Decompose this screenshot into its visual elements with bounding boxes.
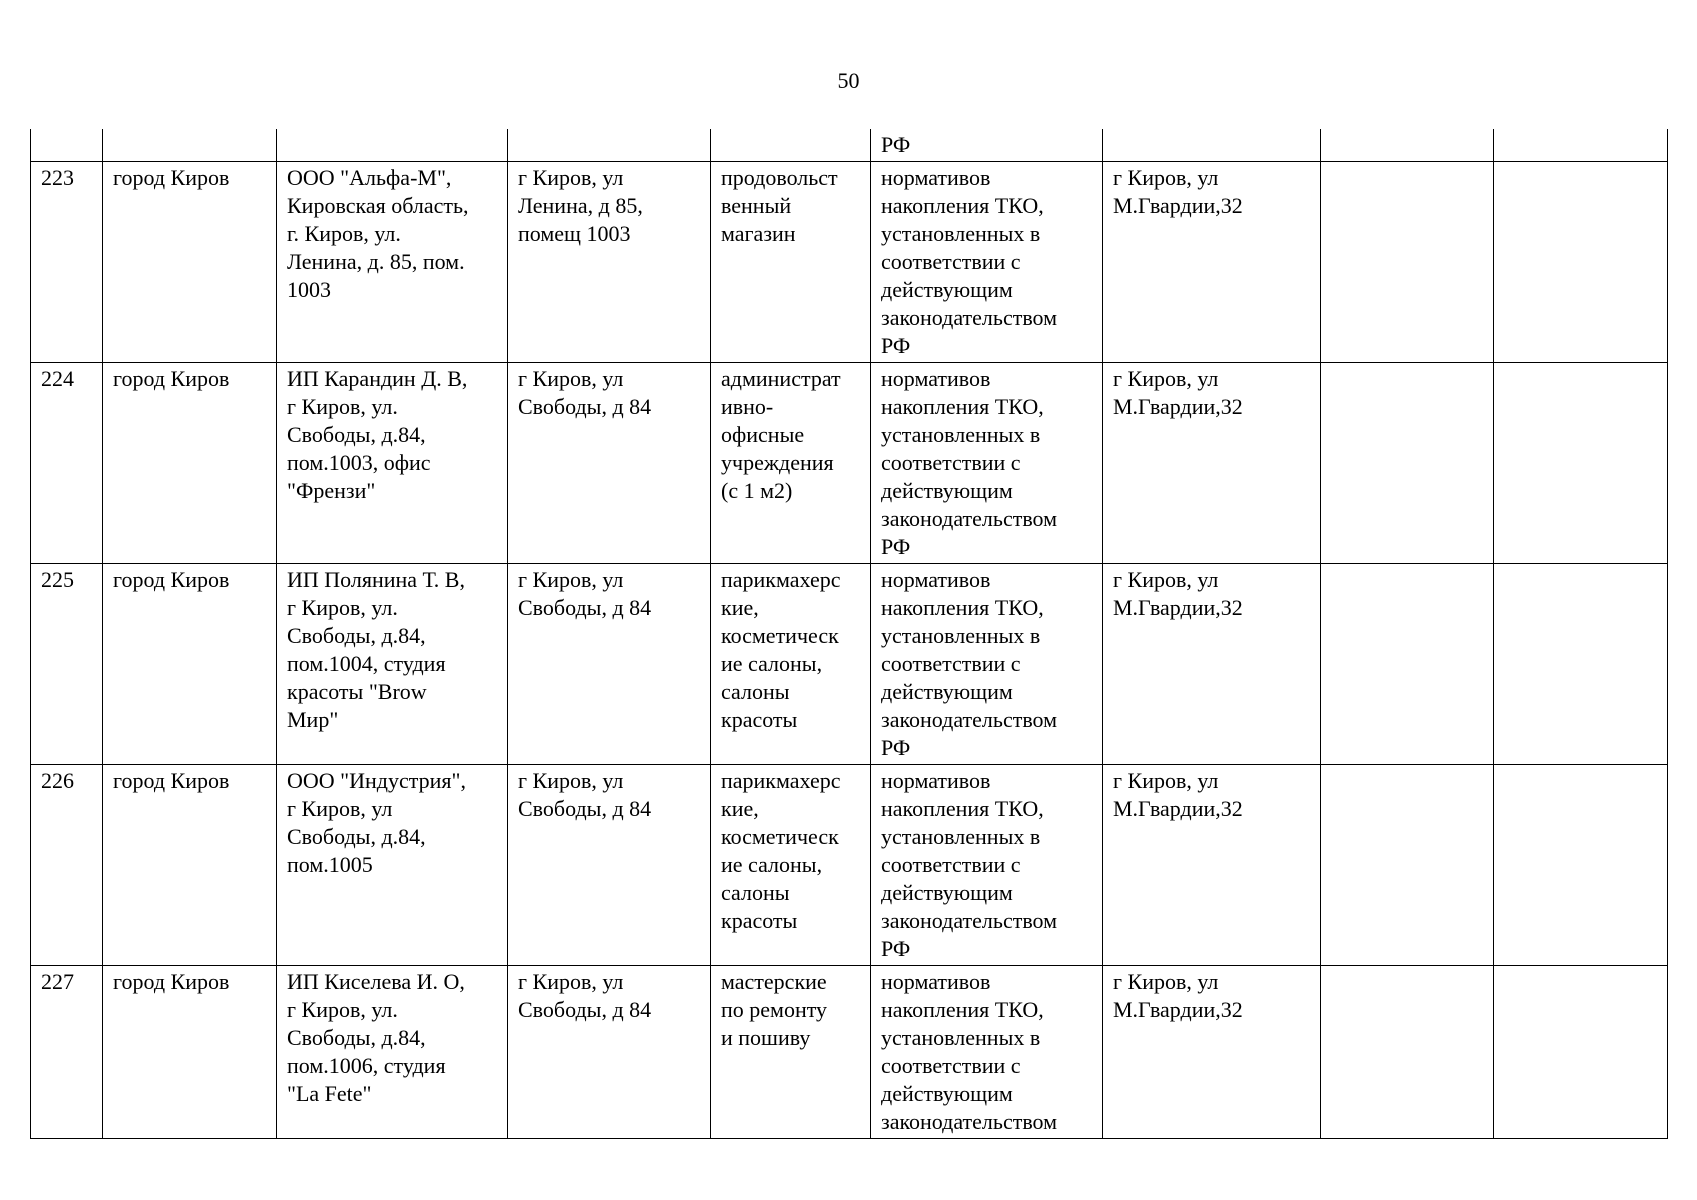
category-cell: мастерские по ремонту и пошиву: [711, 966, 871, 1139]
empty-cell: [1494, 363, 1668, 564]
table-row: [31, 162, 1668, 363]
table-cell: [1321, 129, 1494, 162]
row-number: 227: [31, 966, 103, 1139]
table-row: [31, 765, 1668, 966]
owner-cell: ООО "Альфа-М", Кировская область, г. Киров, ул. Ленина, д. 85, пом. 1003: [277, 162, 508, 363]
norm-cell: нормативов накопления ТКО, установленных в соответствии с действующим законодательством: [871, 966, 1103, 1139]
empty-cell: [1494, 966, 1668, 1139]
address-cell: г Киров, ул Ленина, д 85, помещ 1003: [508, 162, 711, 363]
address-cell: г Киров, ул Свободы, д 84: [508, 765, 711, 966]
owner-cell: ИП Полянина Т. В, г Киров, ул. Свободы, д.84, пом.1004, студия красоты "Brow Мир": [277, 564, 508, 765]
norm-cell: нормативов накопления ТКО, установленных в соответствии с действующим законодательством РФ: [871, 564, 1103, 765]
address-cell: г Киров, ул Свободы, д 84: [508, 363, 711, 564]
site-address-cell: г Киров, ул М.Гвардии,32: [1103, 966, 1321, 1139]
site-address-cell: г Киров, ул М.Гвардии,32: [1103, 564, 1321, 765]
empty-cell: [1494, 564, 1668, 765]
owner-cell: ИП Киселева И. О, г Киров, ул. Свободы, д.84, пом.1006, студия "La Fete": [277, 966, 508, 1139]
empty-cell: [1494, 765, 1668, 966]
page-number: 50: [837, 68, 860, 93]
category-cell: парикмахерс кие, косметическ ие салоны, салоны красоты: [711, 564, 871, 765]
category-cell: парикмахерс кие, косметическ ие салоны, салоны красоты: [711, 765, 871, 966]
settlement-cell: город Киров: [103, 966, 277, 1139]
table-cell: [1103, 129, 1321, 162]
table-cell: [103, 129, 277, 162]
empty-cell: [1321, 162, 1494, 363]
site-address-cell: г Киров, ул М.Гвардии,32: [1103, 162, 1321, 363]
site-address-cell: г Киров, ул М.Гвардии,32: [1103, 363, 1321, 564]
address-cell: г Киров, ул Свободы, д 84: [508, 564, 711, 765]
table-cell: РФ: [871, 129, 1103, 162]
owner-cell: ИП Карандин Д. В, г Киров, ул. Свободы, д.84, пом.1003, офис "Френзи": [277, 363, 508, 564]
settlement-cell: город Киров: [103, 564, 277, 765]
row-number: 226: [31, 765, 103, 966]
norm-cell: нормативов накопления ТКО, установленных в соответствии с действующим законодательством РФ: [871, 162, 1103, 363]
address-cell: г Киров, ул Свободы, д 84: [508, 966, 711, 1139]
settlement-cell: город Киров: [103, 765, 277, 966]
table-row: [31, 564, 1668, 765]
empty-cell: [1321, 363, 1494, 564]
empty-cell: [1321, 765, 1494, 966]
table-cell: [277, 129, 508, 162]
settlement-cell: город Киров: [103, 363, 277, 564]
norm-cell: нормативов накопления ТКО, установленных в соответствии с действующим законодательством РФ: [871, 765, 1103, 966]
table-cell: [711, 129, 871, 162]
row-number: 223: [31, 162, 103, 363]
row-number: 224: [31, 363, 103, 564]
table-row-continuation: [31, 129, 1668, 162]
category-cell: продовольст венный магазин: [711, 162, 871, 363]
table-cell: [1494, 129, 1668, 162]
waste-sites-registry-table: [30, 129, 1668, 1139]
site-address-cell: г Киров, ул М.Гвардии,32: [1103, 765, 1321, 966]
category-cell: администрат ивно- офисные учреждения (с 1 м2): [711, 363, 871, 564]
table-row: [31, 966, 1668, 1139]
settlement-cell: город Киров: [103, 162, 277, 363]
table-row: [31, 363, 1668, 564]
owner-cell: ООО "Индустрия", г Киров, ул Свободы, д.84, пом.1005: [277, 765, 508, 966]
table-cell: [508, 129, 711, 162]
table-cell: [31, 129, 103, 162]
row-number: 225: [31, 564, 103, 765]
norm-cell: нормативов накопления ТКО, установленных в соответствии с действующим законодательством РФ: [871, 363, 1103, 564]
empty-cell: [1321, 966, 1494, 1139]
empty-cell: [1321, 564, 1494, 765]
empty-cell: [1494, 162, 1668, 363]
